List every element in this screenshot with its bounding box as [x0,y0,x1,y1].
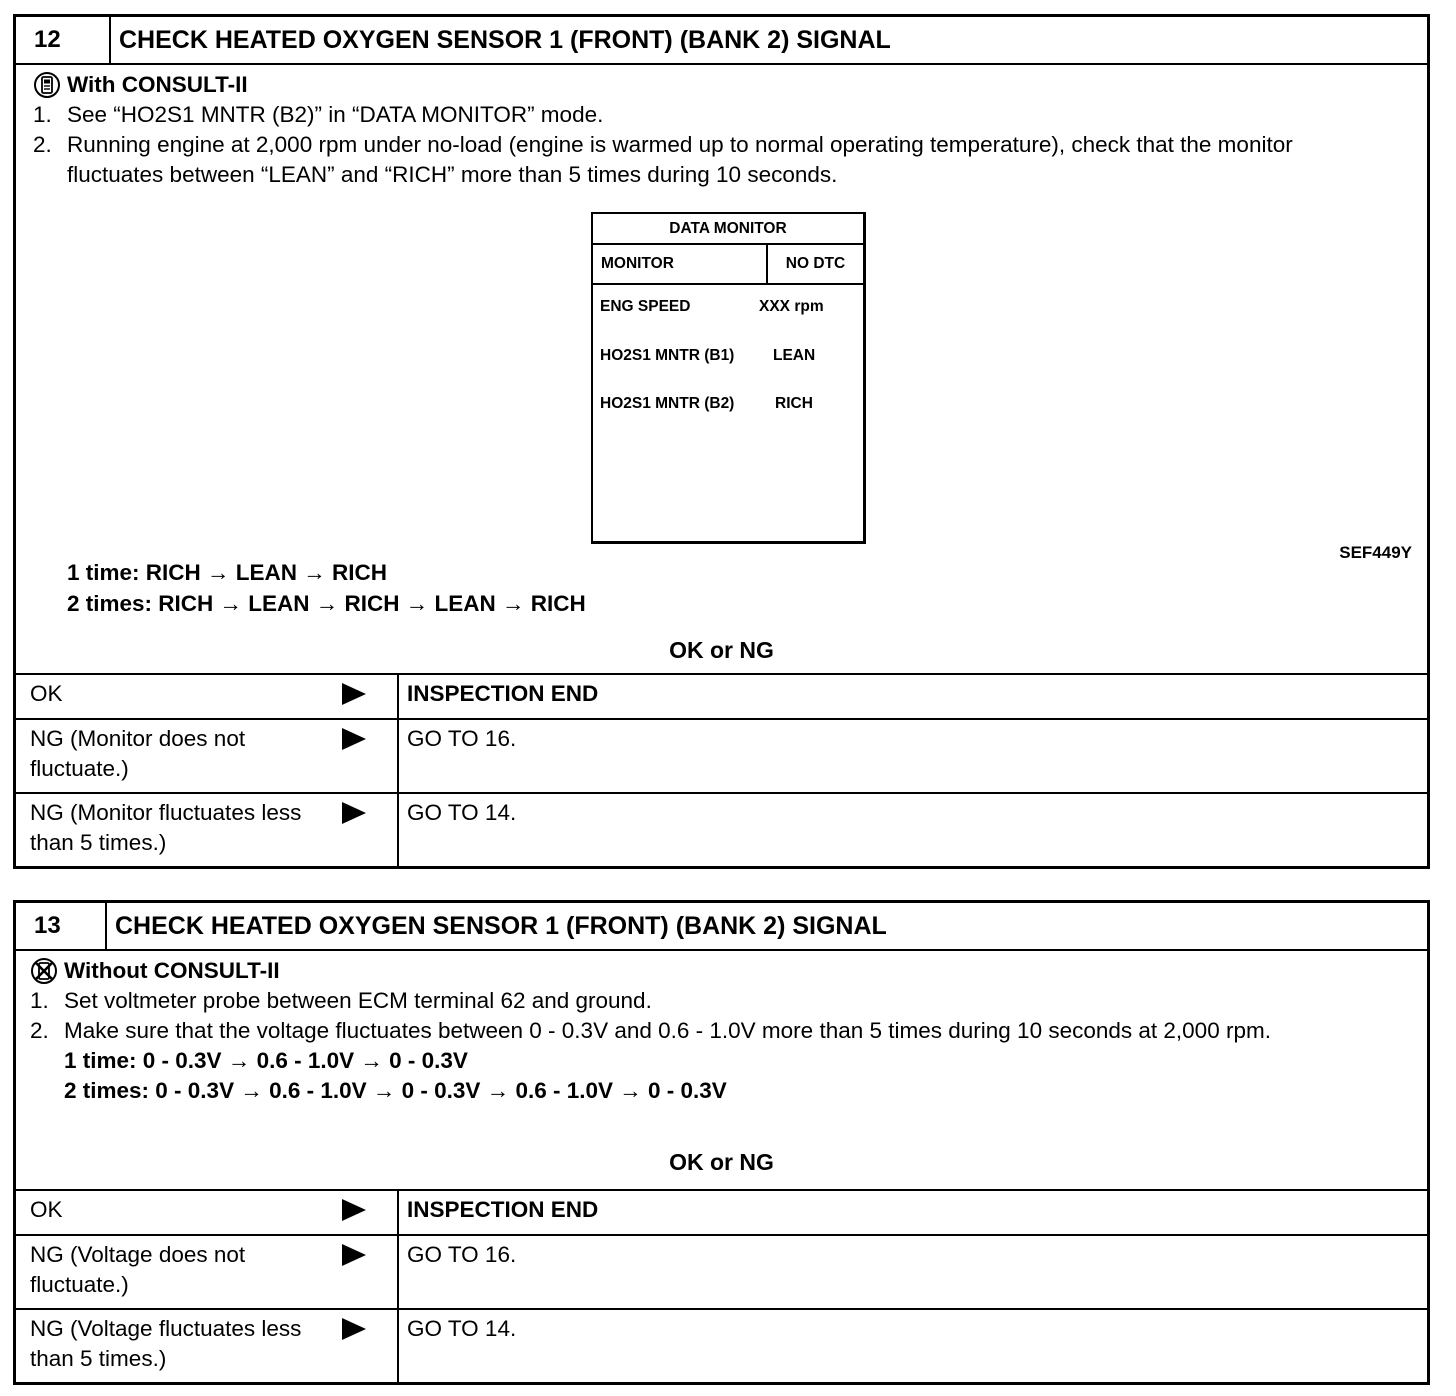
step-index: 2. [30,1018,49,1043]
ok-or-ng-label: OK or NG [669,637,774,663]
condition-text: NG (Voltage fluctuates less than 5 times.) [30,1316,302,1371]
fluctuation-example-1: 1 time: RICH → LEAN → RICH [67,560,388,585]
instruction-step [33,100,1427,130]
no-consult-tool-icon [30,957,58,985]
result-row-ng [16,1234,1427,1308]
result-condition [16,720,399,792]
step-index: 1. [30,988,49,1013]
condition-text: OK [30,681,63,706]
step-body [16,951,1427,1187]
step-index: 2. [33,132,52,157]
fluctuation-example-2: 2 times: RICH → LEAN → RICH → LEAN → RICH [67,591,586,616]
step-text: Set voltmeter probe between ECM terminal 62 and ground. [64,988,652,1013]
condition-text: NG (Monitor does not fluctuate.) [30,726,246,781]
step-text: See “HO2S1 MNTR (B2)” in “DATA MONITOR” mode. [67,102,604,127]
condition-text: OK [30,1197,63,1222]
arrow-right-icon [342,1244,366,1266]
monitor-row [600,292,824,322]
monitor-item-label: ENG SPEED [600,298,691,315]
arrow-right-icon [342,802,366,824]
mode-label: Without CONSULT-II [64,958,280,983]
step-number: 13 [16,903,107,949]
data-monitor-figure [591,212,866,544]
step-number: 12 [16,17,111,63]
consult-tool-icon [33,71,61,99]
ok-or-ng-label: OK or NG [669,1149,774,1175]
step-text: Make sure that the voltage fluctuates between 0 - 0.3V and 0.6 - 1.0V more than 5 times during 10 seconds at 2,000 rpm. [64,1018,1271,1043]
result-row-ok [16,673,1427,718]
result-row-ok [16,1189,1427,1234]
result-action: INSPECTION END [407,681,599,706]
result-table [16,1189,1427,1382]
instruction-step [33,130,1393,190]
arrow-right-icon [342,683,366,705]
result-condition [16,794,399,866]
monitor-item-value: LEAN [773,347,816,364]
result-action: INSPECTION END [407,1197,599,1222]
inspection-step-12 [13,14,1430,869]
result-row-ng [16,792,1427,866]
figure-code: SEF449Y [1339,543,1412,562]
result-table [16,673,1427,866]
data-monitor-header [593,245,863,285]
step-title: CHECK HEATED OXYGEN SENSOR 1 (FRONT) (BANK 2) SIGNAL [119,25,891,54]
arrow-right-icon [342,1199,366,1221]
step-text: Running engine at 2,000 rpm under no-load (engine is warmed up to normal operating temperature), check that the monitor fluctuates between “LEAN” and “RICH” more than 5 times during 10 seconds. [67,132,1293,187]
fluctuation-example-2: 2 times: 0 - 0.3V → 0.6 - 1.0V → 0 - 0.3V → 0.6 - 1.0V → 0 - 0.3V [64,1078,727,1103]
monitor-row [600,389,813,419]
result-condition [16,675,399,718]
step-header [16,903,1427,951]
condition-text: NG (Monitor fluctuates less than 5 times.) [30,800,302,855]
step-body [16,65,1427,673]
monitor-row [600,341,816,371]
mode-heading [33,70,1427,100]
step-index: 1. [33,102,52,127]
monitor-item-label: HO2S1 MNTR (B1) [600,347,735,364]
result-action: GO TO 14. [407,800,517,825]
step-header [16,17,1427,65]
monitor-item-value: XXX rpm [759,298,824,315]
step-title: CHECK HEATED OXYGEN SENSOR 1 (FRONT) (BANK 2) SIGNAL [115,911,887,940]
result-condition [16,1191,399,1234]
instruction-step [30,1016,1405,1046]
result-row-ng [16,1308,1427,1382]
fluctuation-example-1: 1 time: 0 - 0.3V → 0.6 - 1.0V → 0 - 0.3V [64,1048,468,1073]
data-monitor-title: DATA MONITOR [593,214,863,245]
inspection-step-13 [13,900,1430,1385]
monitor-item-label: HO2S1 MNTR (B2) [600,395,735,412]
result-condition [16,1310,399,1382]
instruction-step [30,986,1427,1016]
mode-heading [30,956,1427,986]
result-action: GO TO 16. [407,1242,517,1267]
mode-label: With CONSULT-II [67,72,248,97]
dtc-column-label: NO DTC [785,255,846,272]
result-action: GO TO 14. [407,1316,517,1341]
arrow-right-icon [342,1318,366,1340]
result-condition [16,1236,399,1308]
result-action: GO TO 16. [407,726,517,751]
monitor-column-label: MONITOR [593,245,768,283]
condition-text: NG (Voltage does not fluctuate.) [30,1242,246,1297]
result-row-ng [16,718,1427,792]
arrow-right-icon [342,728,366,750]
monitor-item-value: RICH [775,395,813,412]
